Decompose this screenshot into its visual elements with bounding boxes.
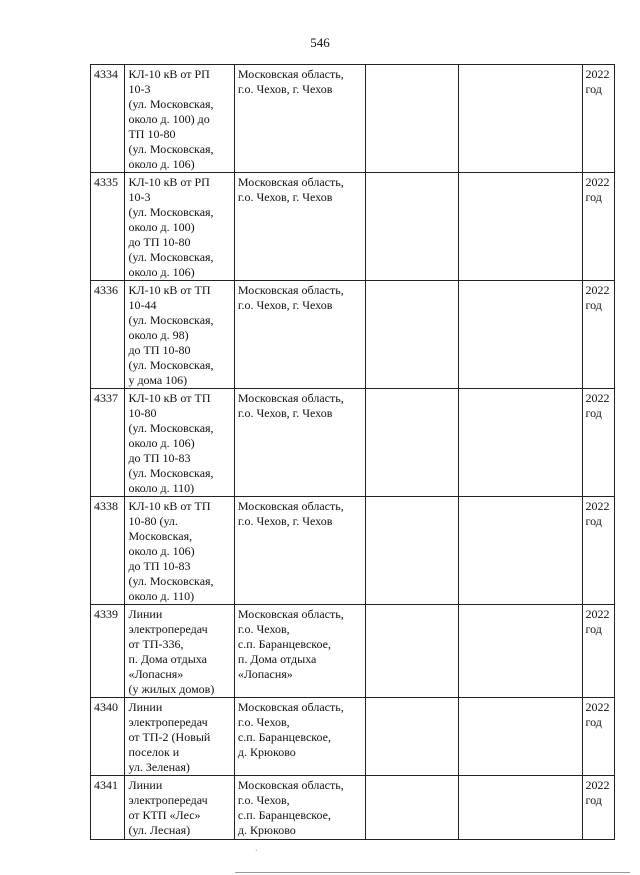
object-name-line: 10-3 bbox=[128, 82, 151, 96]
empty-cell bbox=[365, 698, 458, 776]
object-name-line: (ул. Московская, bbox=[128, 421, 214, 435]
object-name-cell bbox=[125, 65, 234, 173]
year-line: 2022 bbox=[585, 391, 610, 405]
row-number-cell bbox=[91, 698, 125, 776]
address-line: «Лопасня» bbox=[237, 667, 293, 681]
empty-cell bbox=[458, 605, 582, 698]
object-name-cell bbox=[125, 698, 234, 776]
object-name-line: 10-80 bbox=[128, 406, 157, 420]
address-cell bbox=[234, 605, 365, 698]
empty-cell bbox=[365, 776, 458, 840]
object-name-line: (ул. Московская, bbox=[128, 358, 214, 372]
row-number: 4335 bbox=[94, 175, 118, 189]
year-cell bbox=[582, 65, 614, 173]
object-name-line: КЛ-10 кВ от ТП bbox=[128, 499, 211, 513]
year-line: 2022 bbox=[585, 778, 610, 792]
row-number-cell bbox=[91, 281, 125, 389]
object-name-line: до ТП 10-83 bbox=[128, 559, 191, 573]
table-row bbox=[91, 776, 615, 840]
year-cell bbox=[582, 389, 614, 497]
row-number-cell bbox=[91, 389, 125, 497]
address-cell bbox=[234, 776, 365, 840]
object-name-line: ТП 10-80 bbox=[128, 127, 176, 141]
object-name-line: от КТП «Лес» bbox=[128, 808, 201, 822]
address-cell bbox=[234, 698, 365, 776]
row-number-cell bbox=[91, 605, 125, 698]
address-line: г.о. Чехов, г. Чехов bbox=[237, 298, 333, 312]
address-line: с.п. Баранцевское, bbox=[237, 730, 331, 744]
object-name-line: около д. 100) до bbox=[128, 112, 210, 126]
empty-cell bbox=[458, 173, 582, 281]
year-line: год bbox=[585, 298, 602, 312]
address-line: г.о. Чехов, bbox=[237, 715, 290, 729]
address-line: г.о. Чехов, г. Чехов bbox=[237, 514, 333, 528]
address-line: Московская область, bbox=[237, 67, 344, 81]
object-name-line: КЛ-10 кВ от ТП bbox=[128, 391, 211, 405]
table-row bbox=[91, 281, 615, 389]
footer-rule bbox=[235, 872, 630, 873]
object-name-line: «Лопасня» bbox=[128, 667, 184, 681]
object-name-line: электропередач bbox=[128, 622, 208, 636]
object-name-line: (ул. Московская, bbox=[128, 250, 214, 264]
table-row bbox=[91, 389, 615, 497]
object-name-line: около д. 106) bbox=[128, 265, 195, 279]
year-line: год bbox=[585, 190, 602, 204]
address-line: д. Крюково bbox=[237, 745, 296, 759]
object-name-line: (ул. Лесная) bbox=[128, 823, 191, 837]
table-row bbox=[91, 173, 615, 281]
year-cell bbox=[582, 281, 614, 389]
object-name-line: КЛ-10 кВ от РП bbox=[128, 67, 210, 81]
year-line: 2022 bbox=[585, 607, 610, 621]
object-name-line: поселок и bbox=[128, 745, 180, 759]
object-name-line: КЛ-10 кВ от РП bbox=[128, 175, 210, 189]
empty-cell bbox=[458, 389, 582, 497]
row-number-cell bbox=[91, 173, 125, 281]
object-name-line: от ТП-336, bbox=[128, 637, 184, 651]
year-cell bbox=[582, 698, 614, 776]
empty-cell bbox=[458, 776, 582, 840]
row-number: 4340 bbox=[94, 700, 118, 714]
object-name-line: (ул. Московская, bbox=[128, 574, 214, 588]
address-cell bbox=[234, 173, 365, 281]
year-line: год bbox=[585, 793, 602, 807]
object-name-line: около д. 110) bbox=[128, 481, 195, 495]
address-line: с.п. Баранцевское, bbox=[237, 637, 331, 651]
object-name-line: КЛ-10 кВ от ТП bbox=[128, 283, 211, 297]
address-line: г.о. Чехов, г. Чехов bbox=[237, 190, 333, 204]
row-number-cell bbox=[91, 776, 125, 840]
year-line: год bbox=[585, 715, 602, 729]
object-name-line: Линии bbox=[128, 778, 163, 792]
address-line: г.о. Чехов, bbox=[237, 622, 290, 636]
year-line: 2022 bbox=[585, 283, 610, 297]
address-line: г.о. Чехов, г. Чехов bbox=[237, 82, 333, 96]
object-name-line: Московская, bbox=[128, 529, 193, 543]
address-line: д. Крюково bbox=[237, 823, 296, 837]
object-name-cell bbox=[125, 776, 234, 840]
object-name-line: около д. 98) bbox=[128, 328, 189, 342]
object-name-line: (ул. Московская, bbox=[128, 466, 214, 480]
address-line: Московская область, bbox=[237, 283, 344, 297]
empty-cell bbox=[458, 497, 582, 605]
object-name-cell bbox=[125, 605, 234, 698]
row-number: 4336 bbox=[94, 283, 118, 297]
table-row bbox=[91, 497, 615, 605]
registry-table-body bbox=[91, 65, 615, 840]
row-number: 4337 bbox=[94, 391, 118, 405]
object-name-line: около д. 106) bbox=[128, 436, 195, 450]
object-name-line: ул. Зеленая) bbox=[128, 760, 190, 774]
object-name-line: 10-44 bbox=[128, 298, 157, 312]
year-line: 2022 bbox=[585, 67, 610, 81]
year-line: год bbox=[585, 406, 602, 420]
address-cell bbox=[234, 281, 365, 389]
object-name-cell bbox=[125, 281, 234, 389]
row-number-cell bbox=[91, 497, 125, 605]
address-line: с.п. Баранцевское, bbox=[237, 808, 331, 822]
object-name-line: электропередач bbox=[128, 715, 208, 729]
row-number: 4341 bbox=[94, 778, 118, 792]
object-name-line: около д. 106) bbox=[128, 544, 195, 558]
object-name-line: (ул. Московская, bbox=[128, 313, 214, 327]
object-name-line: (ул. Московская, bbox=[128, 97, 214, 111]
object-name-line: (ул. Московская, bbox=[128, 205, 214, 219]
empty-cell bbox=[365, 173, 458, 281]
year-line: год bbox=[585, 622, 602, 636]
year-cell bbox=[582, 497, 614, 605]
year-cell bbox=[582, 173, 614, 281]
year-cell bbox=[582, 605, 614, 698]
object-name-line: у дома 106) bbox=[128, 373, 188, 387]
object-name-line: электропередач bbox=[128, 793, 208, 807]
object-name-cell bbox=[125, 173, 234, 281]
address-line: Московская область, bbox=[237, 778, 344, 792]
object-name-line: 10-3 bbox=[128, 190, 151, 204]
address-line: п. Дома отдыха bbox=[237, 652, 317, 666]
row-number: 4334 bbox=[94, 67, 118, 81]
object-name-line: от ТП-2 (Новый bbox=[128, 730, 211, 744]
address-cell bbox=[234, 389, 365, 497]
object-name-line: около д. 106) bbox=[128, 157, 195, 171]
address-line: Московская область, bbox=[237, 499, 344, 513]
empty-cell bbox=[365, 497, 458, 605]
object-name-line: Линии bbox=[128, 607, 163, 621]
row-number: 4339 bbox=[94, 607, 118, 621]
object-name-line: (ул. Московская, bbox=[128, 142, 214, 156]
empty-cell bbox=[365, 389, 458, 497]
year-line: 2022 bbox=[585, 700, 610, 714]
empty-cell bbox=[365, 281, 458, 389]
object-name-line: до ТП 10-83 bbox=[128, 451, 191, 465]
address-line: Московская область, bbox=[237, 175, 344, 189]
scan-mark: ˎ bbox=[255, 842, 258, 851]
empty-cell bbox=[458, 281, 582, 389]
table-row bbox=[91, 65, 615, 173]
object-name-cell bbox=[125, 497, 234, 605]
year-cell bbox=[582, 776, 614, 840]
row-number: 4338 bbox=[94, 499, 118, 513]
table-row bbox=[91, 698, 615, 776]
object-name-line: (у жилых домов) bbox=[128, 682, 215, 696]
object-name-line: п. Дома отдыха bbox=[128, 652, 207, 666]
year-line: 2022 bbox=[585, 175, 610, 189]
address-cell bbox=[234, 497, 365, 605]
object-name-line: около д. 110) bbox=[128, 589, 195, 603]
address-line: Московская область, bbox=[237, 391, 344, 405]
address-line: г.о. Чехов, г. Чехов bbox=[237, 406, 333, 420]
empty-cell bbox=[458, 65, 582, 173]
object-name-line: до ТП 10-80 bbox=[128, 235, 191, 249]
year-line: год bbox=[585, 82, 602, 96]
address-line: Московская область, bbox=[237, 700, 344, 714]
address-line: г.о. Чехов, bbox=[237, 793, 290, 807]
year-line: 2022 bbox=[585, 499, 610, 513]
empty-cell bbox=[365, 605, 458, 698]
registry-table bbox=[90, 64, 615, 840]
address-line: Московская область, bbox=[237, 607, 344, 621]
object-name-cell bbox=[125, 389, 234, 497]
address-cell bbox=[234, 65, 365, 173]
table-row bbox=[91, 605, 615, 698]
object-name-line: около д. 100) bbox=[128, 220, 195, 234]
page-number: 546 bbox=[310, 35, 330, 50]
empty-cell bbox=[365, 65, 458, 173]
object-name-line: 10-80 (ул. bbox=[128, 514, 178, 528]
object-name-line: Линии bbox=[128, 700, 163, 714]
object-name-line: до ТП 10-80 bbox=[128, 343, 191, 357]
year-line: год bbox=[585, 514, 602, 528]
row-number-cell bbox=[91, 65, 125, 173]
empty-cell bbox=[458, 698, 582, 776]
